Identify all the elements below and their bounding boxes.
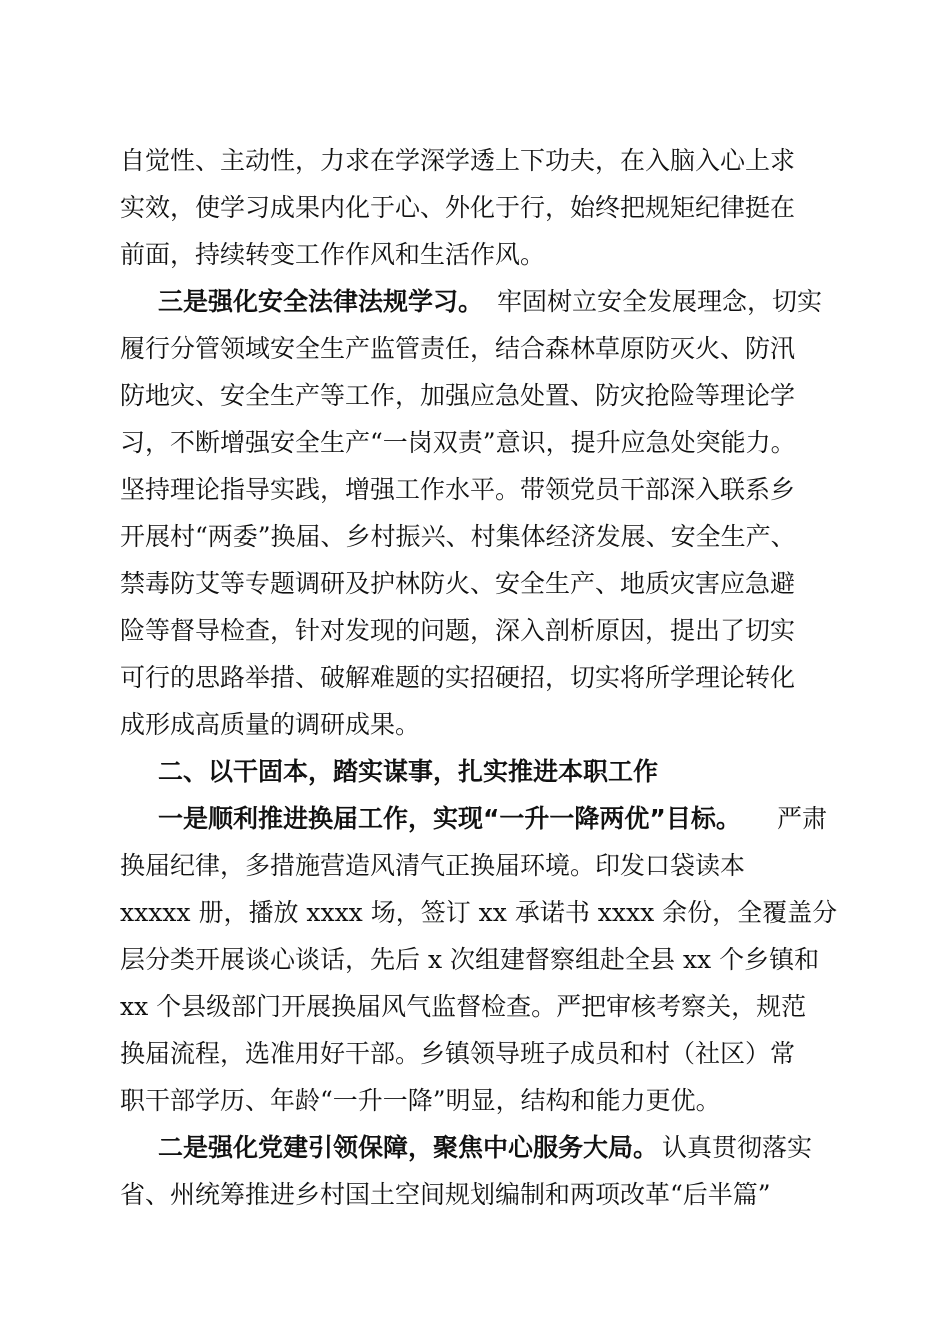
paragraph-lead: 二是强化党建引领保障，聚焦中心服务大局。 — [158, 1133, 659, 1162]
text-line — [0, 1032, 950, 1076]
line-text: 开展村“两委”换届、乡村振兴、村集体经济发展、安全生产、 — [120, 522, 796, 551]
text-line — [0, 280, 950, 324]
text-line — [0, 515, 950, 559]
line-text: 可行的思路举措、破解难题的实招硬招，切实将所学理论转化 — [120, 663, 796, 692]
line-text: 坚持理论指导实践，增强工作水平。带领党员干部深入联系乡 — [120, 475, 796, 504]
section-heading-text: 二、以干固本，踏实谋事，扎实推进本职工作 — [158, 757, 659, 786]
text-line — [0, 468, 950, 512]
text-line — [0, 421, 950, 465]
line-text: 自觉性、主动性，力求在学深学透上下功夫，在入脑入心上求 — [120, 146, 796, 175]
line-text: 实效，使学习成果内化于心、外化于行，始终把规矩纪律挺在 — [120, 193, 796, 222]
text-line — [0, 1079, 950, 1123]
text-line — [0, 1173, 950, 1217]
text-line — [0, 797, 950, 841]
text-line — [0, 233, 950, 277]
line-text: 前面，持续转变工作作风和生活作风。 — [120, 240, 546, 269]
line-text: 履行分管领域安全生产监管责任，结合森林草原防灭火、防汛 — [120, 334, 796, 363]
line-text: 职干部学历、年龄“一升一降”明显，结构和能力更优。 — [120, 1086, 721, 1115]
line-text: 防地灾、安全生产等工作，加强应急处置、防灾抢险等理论学 — [120, 381, 796, 410]
line-text: xx 个县级部门开展换届风气监督检查。严把审核考察关，规范 — [120, 992, 807, 1021]
text-line — [0, 139, 950, 183]
line-text: 换届流程，选准用好干部。乡镇领导班子成员和村（社区）常 — [120, 1039, 796, 1068]
paragraph-lead: 三是强化安全法律法规学习。 — [158, 287, 484, 316]
line-text: 禁毒防艾等专题调研及护林防火、安全生产、地质灾害应急避 — [120, 569, 796, 598]
line-text: 换届纪律，多措施营造风清气正换届环境。印发口袋读本 — [120, 851, 746, 880]
line-text: 习，不断增强安全生产“一岗双责”意识，提升应急处突能力。 — [120, 428, 796, 457]
text-line — [0, 562, 950, 606]
line-text: 险等督导检查，针对发现的问题，深入剖析原因，提出了切实 — [120, 616, 796, 645]
text-line — [0, 938, 950, 982]
line-text: 省、州统筹推进乡村国土空间规划编制和两项改革“后半篇” — [120, 1180, 771, 1209]
line-text: 成形成高质量的调研成果。 — [120, 710, 421, 739]
text-line — [0, 1126, 950, 1170]
text-line — [0, 985, 950, 1029]
paragraph-lead: 一是顺利推进换届工作，实现“一升一降两优”目标。 — [158, 804, 741, 833]
line-text: xxxxx 册，播放 xxxx 场，签订 xx 承诺书 xxxx 余份，全覆盖分 — [120, 898, 838, 927]
line-text: 严肃 — [777, 804, 828, 833]
text-line — [0, 703, 950, 747]
text-line — [0, 186, 950, 230]
text-line — [0, 844, 950, 888]
line-text: 认真贯彻落实 — [662, 1133, 813, 1162]
text-line — [0, 656, 950, 700]
text-line — [0, 374, 950, 418]
text-line — [0, 891, 950, 935]
text-line — [0, 327, 950, 371]
text-line — [0, 609, 950, 653]
section-heading — [0, 750, 950, 794]
line-text: 层分类开展谈心谈话，先后 x 次组建督察组赴全县 xx 个乡镇和 — [120, 945, 820, 974]
line-text: 牢固树立安全发展理念，切实 — [497, 287, 823, 316]
